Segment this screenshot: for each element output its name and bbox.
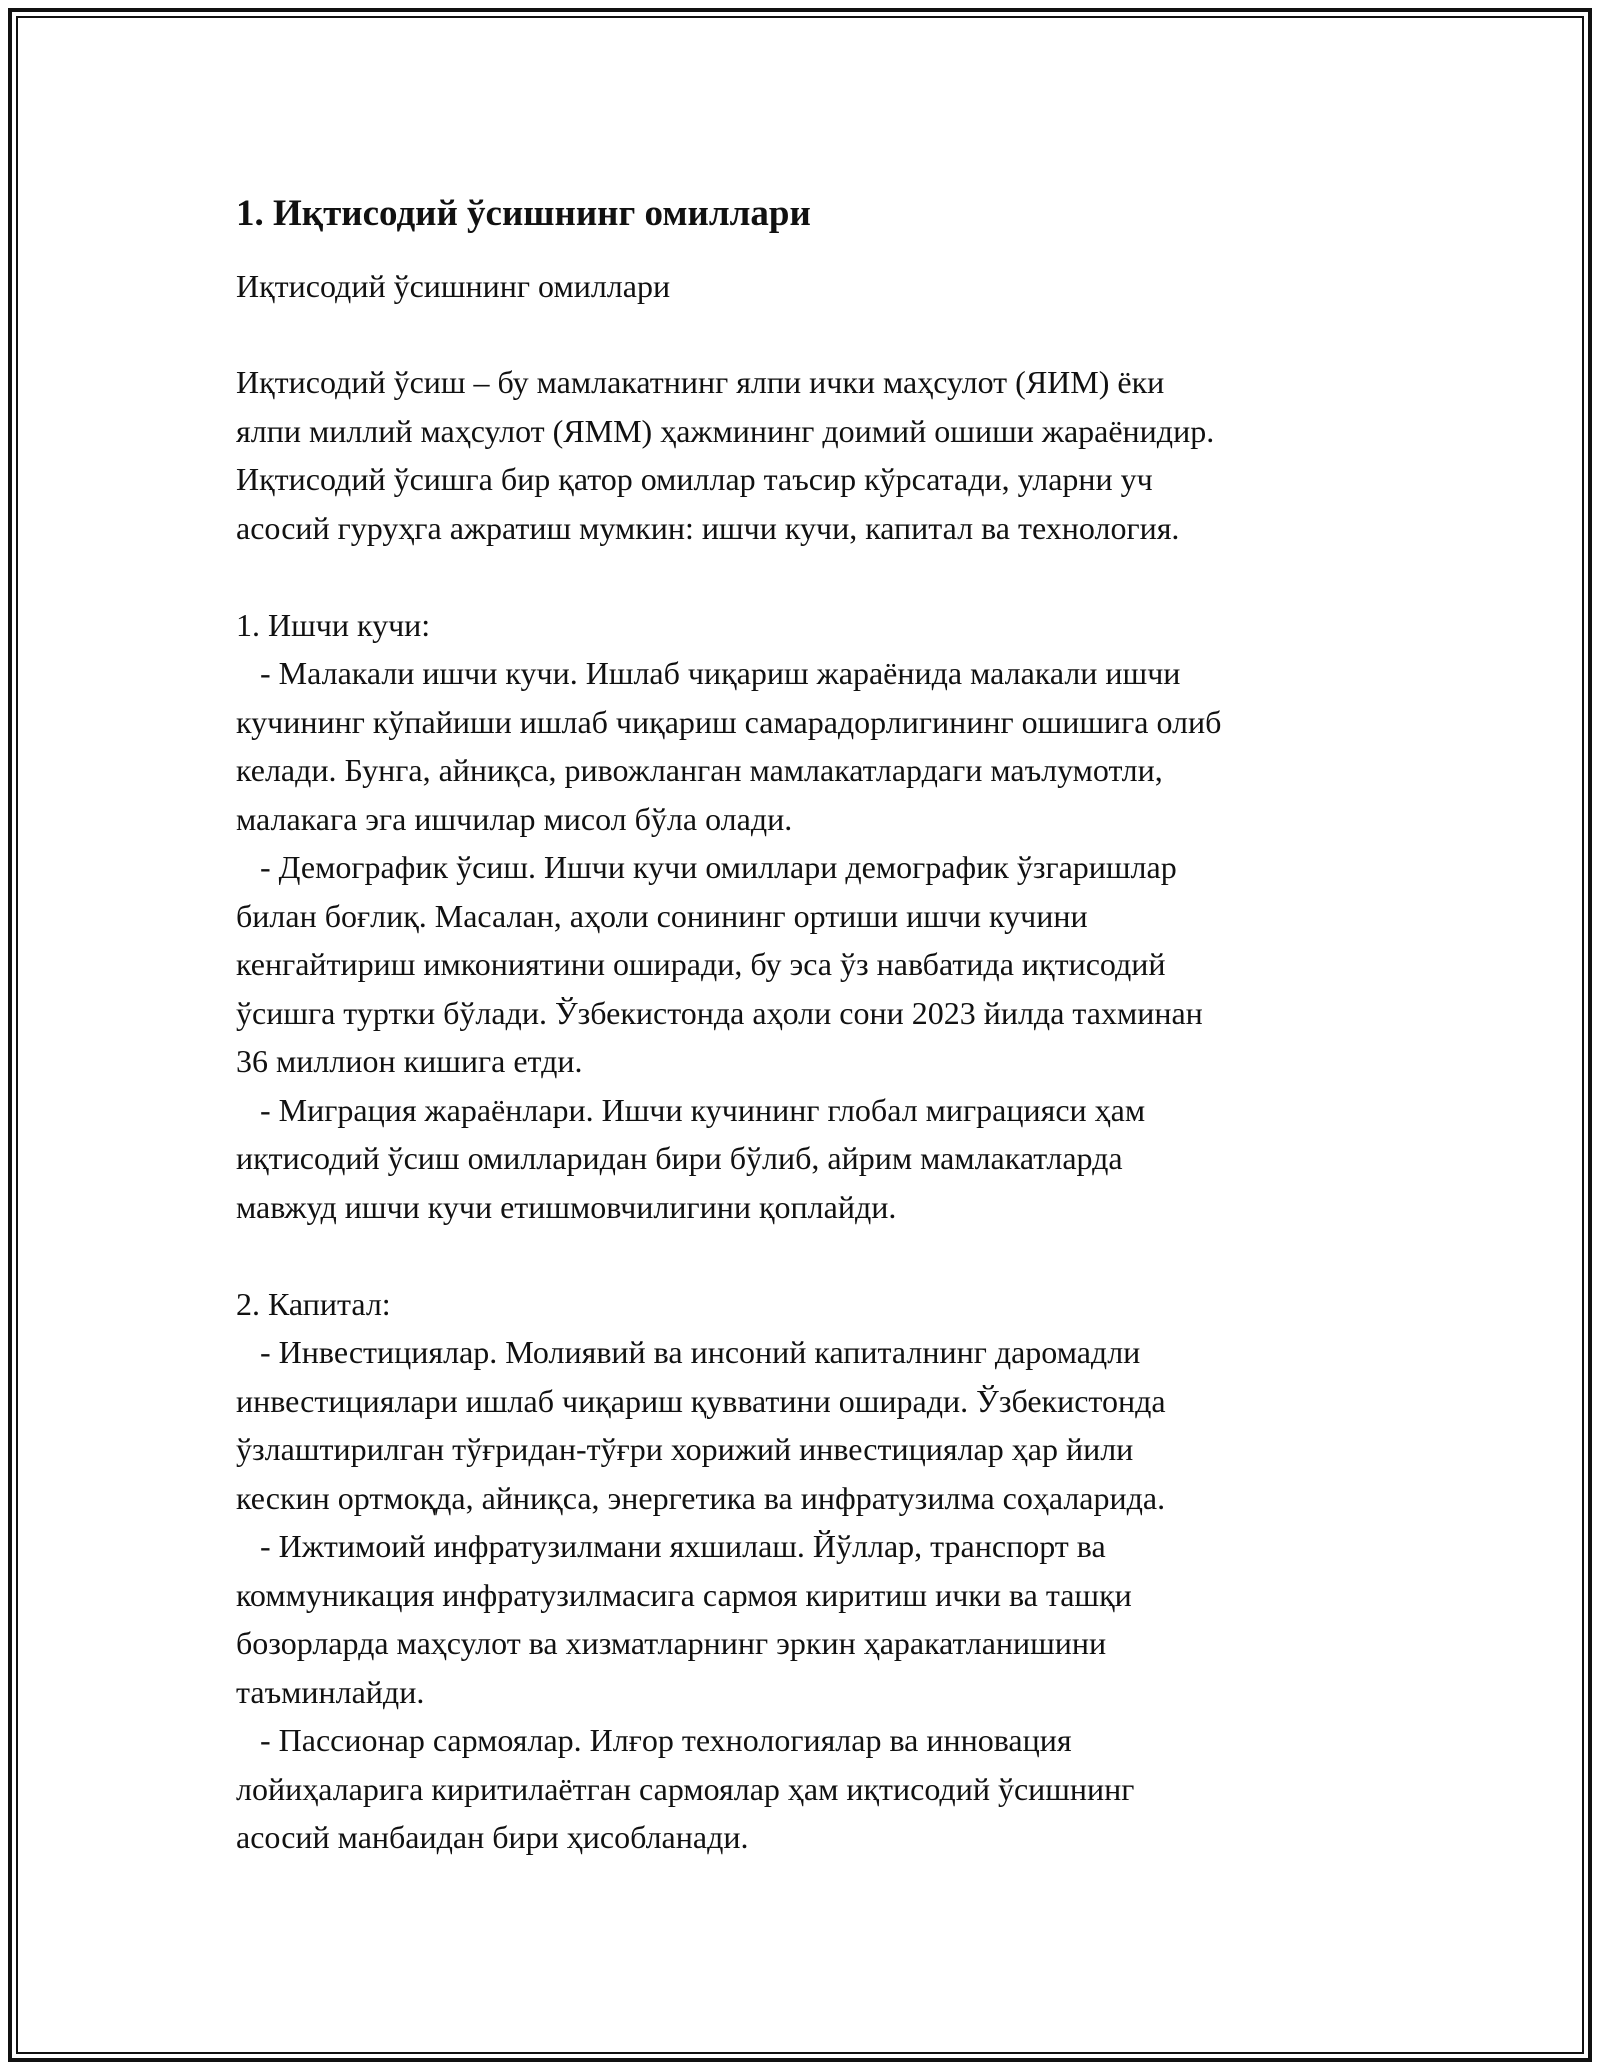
list-item <box>236 1522 1396 1716</box>
item-line: таъминлайди. <box>236 1673 425 1710</box>
document-subtitle: Иқтисодий ўсишнинг омиллари <box>236 268 671 304</box>
item-line: - Малакали ишчи кучи. Ишлаб чиқариш жараёнида малакали ишчи <box>236 655 1181 691</box>
item-line: кескин ортмоқда, айниқса, энергетика ва инфратузилма соҳаларида. <box>236 1479 1166 1516</box>
item-line: ўзлаштирилган тўғридан-тўғри хорижий инвестициялар ҳар йили <box>236 1431 1134 1467</box>
item-line: - Пассионар сармоялар. Илғор технологиялар ва инновация <box>236 1722 1072 1758</box>
item-line: - Инвестициялар. Молиявий ва инсоний капиталнинг даромадли <box>236 1334 1141 1370</box>
document-body <box>236 186 1396 1862</box>
spacer <box>236 1231 1396 1280</box>
item-line: малакага эга ишчилар мисол бўла олади. <box>236 800 793 837</box>
section-title: 1. Ишчи кучи: <box>236 606 431 643</box>
item-line: келади. Бунга, айниқса, ривожланган мамлакатлардаги маълумотли, <box>236 752 1163 788</box>
intro-paragraph <box>236 358 1396 552</box>
list-item <box>236 1086 1396 1232</box>
item-line: билан боғлиқ. Масалан, аҳоли сонининг ортиши ишчи кучини <box>236 897 1088 934</box>
item-line: - Ижтимоий инфратузилмани яхшилаш. Йўллар, транспорт ва <box>236 1528 1106 1564</box>
spacer <box>236 310 1396 358</box>
item-line: 36 миллион кишига етди. <box>236 1043 583 1079</box>
section-capital <box>236 1280 1396 1862</box>
item-line: лойиҳаларига киритилаётган сармоялар ҳам иқтисодий ўсишнинг <box>236 1770 1135 1807</box>
item-line: коммуникация инфратузилмасига сармоя киритиш ички ва ташқи <box>236 1576 1132 1613</box>
list-item <box>236 1716 1396 1862</box>
list-item <box>236 843 1396 1086</box>
item-line: кенгайтириш имкониятини оширади, бу эса ўз навбатида иқтисодий <box>236 946 1166 982</box>
spacer <box>236 552 1396 601</box>
intro-line: ялпи миллий маҳсулот (ЯММ) ҳажмининг доимий ошиши жараёнидир. <box>236 412 1215 449</box>
item-line: инвестициялари ишлаб чиқариш қувватини оширади. Ўзбекистонда <box>236 1382 1166 1419</box>
document-heading: 1. Иқтисодий ўсишнинг омиллари <box>236 193 811 234</box>
item-line: ўсишга туртки бўлади. Ўзбекистонда аҳоли сони 2023 йилда тахминан <box>236 994 1203 1031</box>
list-item <box>236 1328 1396 1522</box>
section-labor <box>236 601 1396 1232</box>
section-title: 2. Капитал: <box>236 1285 391 1322</box>
item-line: бозорларда маҳсулот ва хизматларнинг эркин ҳаракатланишини <box>236 1625 1107 1661</box>
intro-line: асосий гуруҳга ажратиш мумкин: ишчи кучи, капитал ва технология. <box>236 509 1180 546</box>
intro-line: Иқтисодий ўсиш – бу мамлакатнинг ялпи ички маҳсулот (ЯИМ) ёки <box>236 364 1165 400</box>
intro-line: Иқтисодий ўсишга бир қатор омиллар таъсир кўрсатади, уларни уч <box>236 461 1153 497</box>
list-item <box>236 649 1396 843</box>
item-line: - Миграция жараёнлари. Ишчи кучининг глобал миграцияси ҳам <box>236 1091 1146 1128</box>
item-line: кучининг кўпайиши ишлаб чиқариш самарадорлигининг ошишига олиб <box>236 703 1222 740</box>
item-line: - Демографик ўсиш. Ишчи кучи омиллари демографик ўзгаришлар <box>236 849 1177 885</box>
item-line: асосий манбаидан бири ҳисобланади. <box>236 1819 749 1855</box>
item-line: мавжуд ишчи кучи етишмовчилигини қоплайди. <box>236 1188 897 1225</box>
item-line: иқтисодий ўсиш омилларидан бири бўлиб, айрим мамлакатларда <box>236 1140 1123 1176</box>
